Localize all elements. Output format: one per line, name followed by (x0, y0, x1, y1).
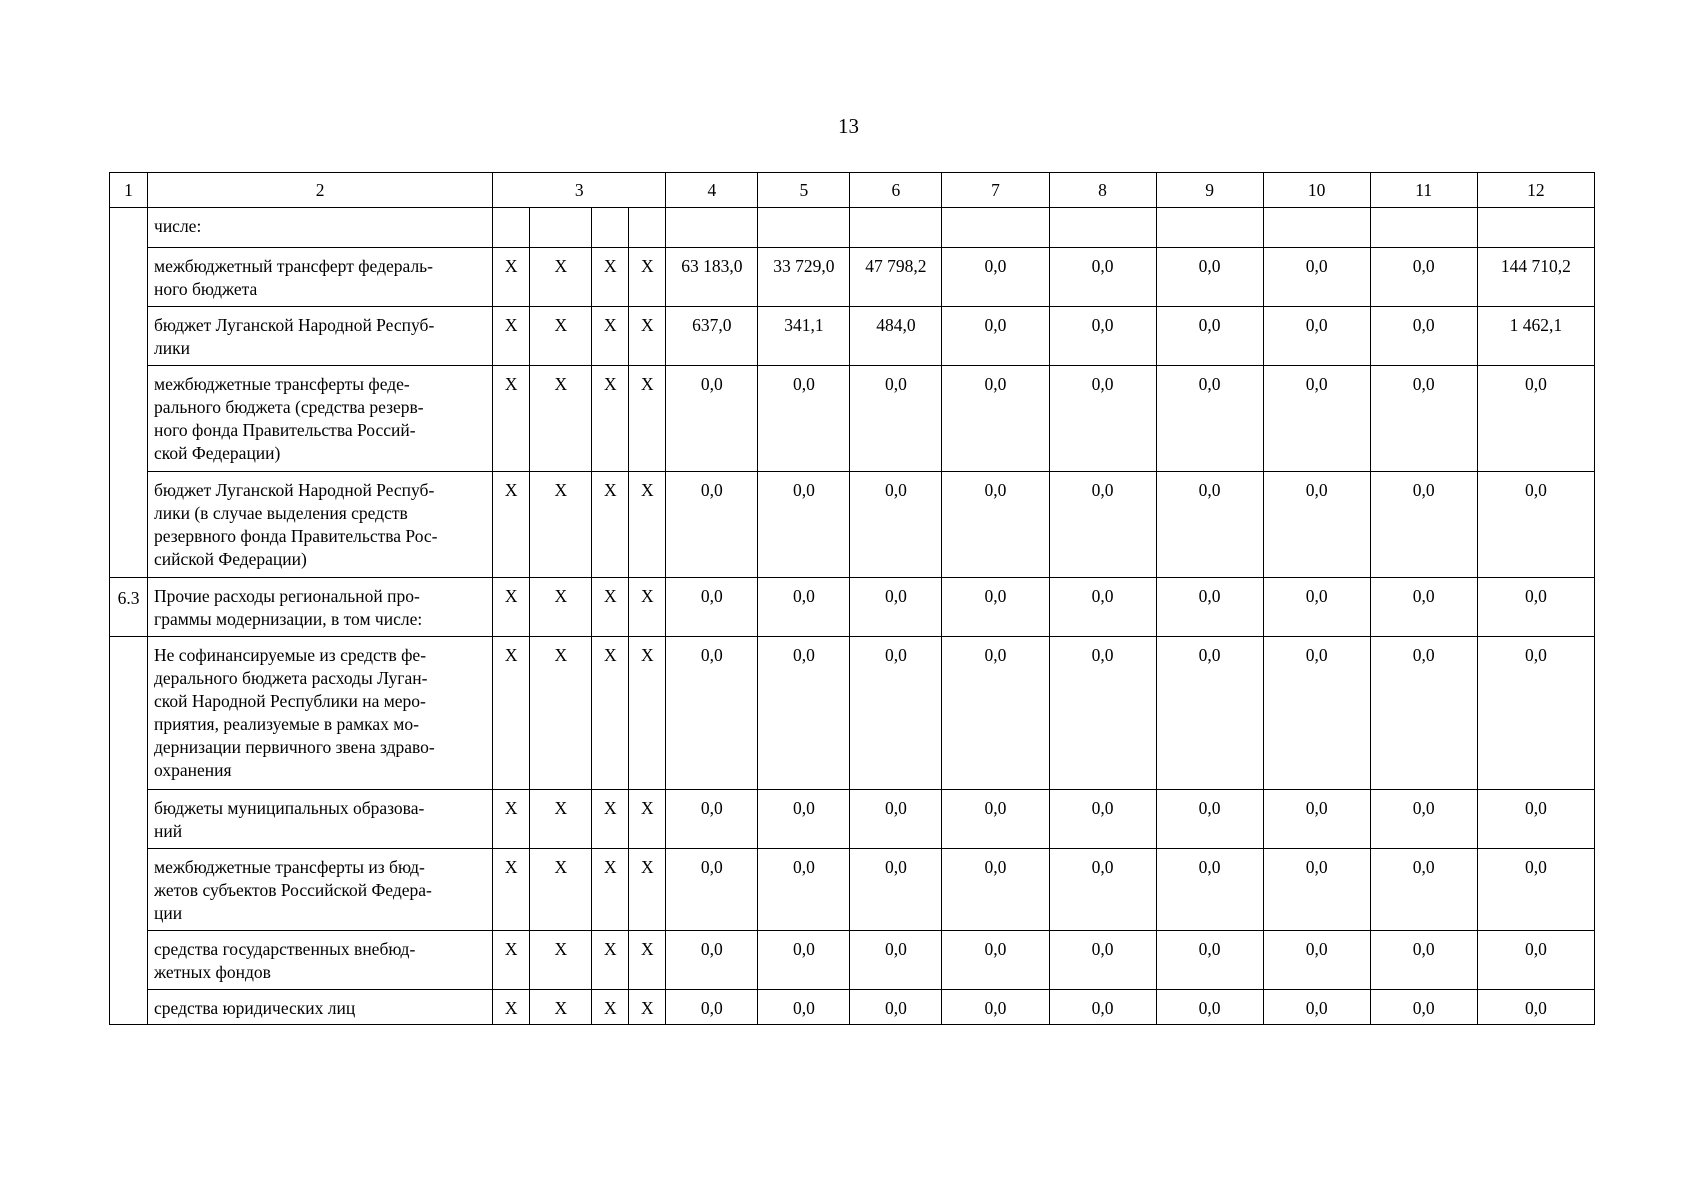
x-mark-cell: X (592, 931, 629, 990)
value-cell: 0,0 (1156, 366, 1263, 472)
x-mark-cell: X (629, 472, 666, 578)
value-cell: 0,0 (1156, 578, 1263, 637)
row-label-line: ний (154, 821, 183, 841)
row-label-line: граммы модернизации, в том числе: (154, 609, 423, 629)
value-cell: 0,0 (942, 248, 1049, 307)
row-label-cell (148, 208, 493, 248)
value-cell: 0,0 (942, 790, 1049, 849)
value-cell: 0,0 (1477, 366, 1594, 472)
value-cell: 0,0 (1156, 472, 1263, 578)
row-label-line: числе: (154, 216, 202, 236)
value-cell: 0,0 (1263, 578, 1370, 637)
header-cell: 4 (666, 173, 758, 208)
row-label-line: ного бюджета (154, 279, 258, 299)
table-row (110, 849, 1595, 931)
value-cell: 0,0 (850, 990, 942, 1025)
value-cell: 0,0 (666, 990, 758, 1025)
table-row (110, 472, 1595, 578)
value-cell (758, 208, 850, 248)
value-cell: 0,0 (758, 849, 850, 931)
value-cell (1263, 208, 1370, 248)
x-mark-cell: X (530, 248, 592, 307)
page-number: 13 (838, 114, 859, 138)
x-mark-cell: X (592, 578, 629, 637)
value-cell: 0,0 (942, 578, 1049, 637)
value-cell: 0,0 (1263, 931, 1370, 990)
row-label-line: охранения (154, 760, 232, 780)
value-cell: 0,0 (666, 849, 758, 931)
row-label-line: дернизации первичного звена здраво- (154, 737, 435, 757)
row-label-line: средства государственных внебюд- (154, 939, 416, 959)
row-label-cell (148, 472, 493, 578)
row-label-cell (148, 578, 493, 637)
x-mark-cell: X (592, 472, 629, 578)
value-cell: 0,0 (1049, 790, 1156, 849)
x-mark-cell: X (493, 790, 530, 849)
value-cell: 0,0 (1049, 248, 1156, 307)
row-label-cell (148, 790, 493, 849)
header-cell: 1 (110, 173, 148, 208)
row-number-cell (110, 637, 148, 1025)
x-mark-cell: X (530, 849, 592, 931)
row-label-line: ции (154, 903, 183, 923)
value-cell: 0,0 (1263, 990, 1370, 1025)
value-cell: 0,0 (850, 637, 942, 790)
row-number-cell: 6.3 (110, 578, 148, 637)
value-cell: 0,0 (1370, 990, 1477, 1025)
value-cell: 0,0 (1049, 990, 1156, 1025)
x-mark-cell: X (493, 637, 530, 790)
x-mark-cell: X (592, 637, 629, 790)
x-mark-cell: X (592, 248, 629, 307)
row-label-line: жетов субъектов Российской Федера- (154, 880, 432, 900)
x-mark-cell: X (592, 307, 629, 366)
value-cell: 0,0 (850, 931, 942, 990)
x-mark-cell: X (530, 990, 592, 1025)
value-cell: 0,0 (942, 472, 1049, 578)
value-cell: 0,0 (666, 790, 758, 849)
value-cell: 0,0 (758, 790, 850, 849)
value-cell: 0,0 (758, 931, 850, 990)
row-label-line: ской Народной Республики на меро- (154, 691, 426, 711)
row-label-line: межбюджетные трансферты из бюд- (154, 857, 425, 877)
x-mark-cell: X (629, 366, 666, 472)
value-cell: 0,0 (1477, 637, 1594, 790)
value-cell: 0,0 (1156, 849, 1263, 931)
value-cell: 637,0 (666, 307, 758, 366)
value-cell: 0,0 (942, 307, 1049, 366)
value-cell: 0,0 (1049, 931, 1156, 990)
value-cell: 1 462,1 (1477, 307, 1594, 366)
header-cell: 12 (1477, 173, 1594, 208)
value-cell: 0,0 (1156, 790, 1263, 849)
value-cell: 0,0 (942, 637, 1049, 790)
value-cell: 0,0 (942, 931, 1049, 990)
header-row (110, 173, 1595, 208)
row-label-cell (148, 931, 493, 990)
table-row (110, 307, 1595, 366)
row-number-cell (110, 208, 148, 578)
row-label-line: средства юридических лиц (154, 998, 356, 1018)
x-mark-cell: X (629, 637, 666, 790)
header-cell: 3 (493, 173, 666, 208)
x-mark-cell: X (592, 849, 629, 931)
x-mark-cell: X (493, 248, 530, 307)
x-mark-cell: X (493, 366, 530, 472)
x-mark-cell: X (493, 990, 530, 1025)
value-cell: 484,0 (850, 307, 942, 366)
x-mark-cell: X (493, 472, 530, 578)
value-cell: 0,0 (1477, 790, 1594, 849)
value-cell (1477, 208, 1594, 248)
value-cell: 0,0 (1049, 849, 1156, 931)
row-label-line: резервного фонда Правительства Рос- (154, 526, 438, 546)
value-cell: 63 183,0 (666, 248, 758, 307)
value-cell: 0,0 (850, 790, 942, 849)
value-cell: 0,0 (758, 990, 850, 1025)
value-cell: 0,0 (1049, 578, 1156, 637)
value-cell: 0,0 (1263, 637, 1370, 790)
value-cell: 0,0 (942, 366, 1049, 472)
row-label-line: ного фонда Правительства Россий- (154, 420, 416, 440)
header-cell: 10 (1263, 173, 1370, 208)
value-cell: 0,0 (1477, 472, 1594, 578)
value-cell: 0,0 (758, 637, 850, 790)
table-row (110, 578, 1595, 637)
value-cell: 0,0 (1049, 366, 1156, 472)
value-cell: 0,0 (1370, 472, 1477, 578)
table-row (110, 790, 1595, 849)
x-mark-cell: X (493, 307, 530, 366)
x-mark-cell: X (629, 931, 666, 990)
row-label-cell (148, 307, 493, 366)
value-cell: 0,0 (1477, 849, 1594, 931)
x-mark-cell: X (530, 790, 592, 849)
value-cell: 0,0 (1049, 472, 1156, 578)
value-cell: 0,0 (850, 578, 942, 637)
table-row (110, 248, 1595, 307)
header-cell: 6 (850, 173, 942, 208)
row-label-line: бюджет Луганской Народной Респуб- (154, 315, 435, 335)
value-cell: 0,0 (850, 849, 942, 931)
value-cell: 0,0 (1370, 248, 1477, 307)
value-cell: 0,0 (850, 366, 942, 472)
table-row (110, 637, 1595, 790)
value-cell: 0,0 (1156, 931, 1263, 990)
x-mark-cell: X (629, 578, 666, 637)
x-mark-cell: X (530, 578, 592, 637)
value-cell: 0,0 (1156, 990, 1263, 1025)
x-mark-cell: X (629, 248, 666, 307)
value-cell: 0,0 (758, 366, 850, 472)
header-cell: 11 (1370, 173, 1477, 208)
value-cell (1049, 208, 1156, 248)
value-cell: 0,0 (1370, 790, 1477, 849)
value-cell: 0,0 (1263, 472, 1370, 578)
value-cell: 0,0 (1370, 578, 1477, 637)
value-cell: 0,0 (666, 366, 758, 472)
x-mark-cell: X (493, 931, 530, 990)
table-row (110, 990, 1595, 1025)
budget-table (109, 172, 1595, 1025)
row-label-line: Прочие расходы региональной про- (154, 586, 420, 606)
value-cell: 0,0 (1049, 307, 1156, 366)
x-mark-cell: X (493, 849, 530, 931)
x-mark-cell: X (629, 790, 666, 849)
value-cell (1370, 208, 1477, 248)
x-mark-cell: X (530, 637, 592, 790)
row-label-line: сийской Федерации) (154, 549, 307, 569)
x-mark-cell: X (530, 472, 592, 578)
value-cell: 0,0 (666, 637, 758, 790)
header-cell: 5 (758, 173, 850, 208)
value-cell: 0,0 (1263, 366, 1370, 472)
value-cell (1156, 208, 1263, 248)
row-label-line: межбюджетные трансферты феде- (154, 374, 410, 394)
value-cell: 0,0 (1370, 307, 1477, 366)
x-mark-cell: X (592, 366, 629, 472)
x-mark-cell: X (629, 849, 666, 931)
header-cell: 8 (1049, 173, 1156, 208)
value-cell: 0,0 (1263, 248, 1370, 307)
value-cell (666, 208, 758, 248)
x-mark-cell (530, 208, 592, 248)
value-cell: 0,0 (1263, 307, 1370, 366)
x-mark-cell: X (530, 931, 592, 990)
row-label-line: рального бюджета (средства резерв- (154, 397, 424, 417)
value-cell (850, 208, 942, 248)
x-mark-cell: X (629, 990, 666, 1025)
value-cell: 0,0 (1263, 790, 1370, 849)
x-mark-cell: X (530, 366, 592, 472)
header-cell: 7 (942, 173, 1049, 208)
value-cell: 0,0 (850, 472, 942, 578)
row-label-line: приятия, реализуемые в рамках мо- (154, 714, 419, 734)
row-label-cell (148, 248, 493, 307)
row-label-cell (148, 990, 493, 1025)
header-cell: 9 (1156, 173, 1263, 208)
row-label-cell (148, 366, 493, 472)
value-cell: 0,0 (1477, 578, 1594, 637)
table-row (110, 208, 1595, 248)
value-cell: 0,0 (666, 931, 758, 990)
value-cell: 0,0 (1156, 637, 1263, 790)
row-label-line: межбюджетный трансферт федераль- (154, 256, 433, 276)
x-mark-cell (592, 208, 629, 248)
value-cell: 0,0 (1477, 931, 1594, 990)
value-cell: 0,0 (1370, 931, 1477, 990)
row-label-line: Не софинансируемые из средств фе- (154, 645, 427, 665)
value-cell: 33 729,0 (758, 248, 850, 307)
x-mark-cell (493, 208, 530, 248)
value-cell (942, 208, 1049, 248)
x-mark-cell: X (592, 790, 629, 849)
value-cell: 144 710,2 (1477, 248, 1594, 307)
value-cell: 0,0 (1370, 366, 1477, 472)
row-label-line: жетных фондов (154, 962, 271, 982)
row-label-line: бюджеты муниципальных образова- (154, 798, 425, 818)
x-mark-cell: X (629, 307, 666, 366)
x-mark-cell: X (493, 578, 530, 637)
value-cell: 0,0 (942, 849, 1049, 931)
value-cell: 0,0 (942, 990, 1049, 1025)
value-cell: 0,0 (1049, 637, 1156, 790)
value-cell: 0,0 (1477, 990, 1594, 1025)
row-label-line: лики (154, 338, 190, 358)
value-cell: 0,0 (1370, 637, 1477, 790)
value-cell: 341,1 (758, 307, 850, 366)
value-cell: 0,0 (1370, 849, 1477, 931)
row-label-cell (148, 637, 493, 790)
x-mark-cell: X (530, 307, 592, 366)
row-label-line: бюджет Луганской Народной Респуб- (154, 480, 435, 500)
x-mark-cell (629, 208, 666, 248)
header-cell: 2 (148, 173, 493, 208)
value-cell: 0,0 (1156, 248, 1263, 307)
row-label-line: ской Федерации) (154, 443, 281, 463)
value-cell: 47 798,2 (850, 248, 942, 307)
row-label-line: дерального бюджета расходы Луган- (154, 668, 428, 688)
value-cell: 0,0 (1156, 307, 1263, 366)
row-label-line: лики (в случае выделения средств (154, 503, 408, 523)
value-cell: 0,0 (758, 578, 850, 637)
value-cell: 0,0 (666, 578, 758, 637)
row-label-cell (148, 849, 493, 931)
value-cell: 0,0 (666, 472, 758, 578)
value-cell: 0,0 (1263, 849, 1370, 931)
table-row (110, 931, 1595, 990)
x-mark-cell: X (592, 990, 629, 1025)
value-cell: 0,0 (758, 472, 850, 578)
table-row (110, 366, 1595, 472)
